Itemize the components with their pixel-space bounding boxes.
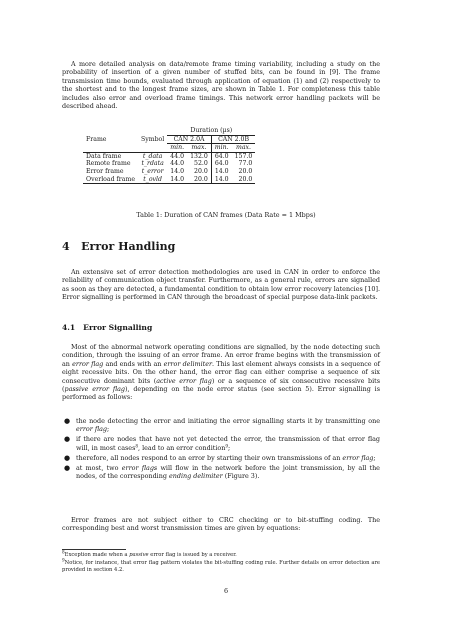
bullet-icon: ● — [64, 453, 71, 462]
row-symbol: t_ovld — [138, 176, 167, 184]
table-row — [83, 152, 255, 160]
sub-max-b: max. — [232, 144, 256, 153]
sub-min-b: min. — [211, 144, 231, 153]
list-item: ● at most, two error flags will flow in the network before the joint transmission, by all the nodes, of the corresponding ending delimiter (Figure 3). — [64, 463, 380, 480]
sub-max-a: max. — [187, 144, 211, 153]
row-b-max: 20.0 — [238, 167, 253, 175]
bullet-icon: ● — [64, 435, 71, 444]
list-item: ● the node detecting the error and initiating the error signalling starts it by transmitting one error flag; — [64, 417, 380, 434]
bullet-icon: ● — [64, 417, 71, 425]
row-a-max: 132.0 — [190, 152, 208, 160]
row-b-min: 14.0 — [211, 176, 231, 184]
bullet-icon: ● — [64, 463, 71, 472]
row-frame: Data frame — [86, 152, 122, 160]
table-row — [83, 176, 255, 184]
row-frame: Remote frame — [86, 160, 131, 168]
row-b-max: 77.0 — [238, 160, 253, 168]
footnote-9: $^9$Notice, for instance, that error flag pattern violates the bit-stuffing coding rule. Further details on error detection are provided in section 4.2. — [62, 557, 380, 573]
list-item: ● therefore, all nodes respond to an error by starting their own transmissions of an error flag; — [64, 453, 376, 462]
row-frame: Overload frame — [83, 176, 138, 184]
error-signalling-paragraph: Most of the abnormal network operating conditions are signalled, by the node detecting such condition, through the issuing of an error frame. An error frame begins with the transmission of an error flag and ends with an error delimiter. This last element always consists in a sequence of eight recessive bits. On the other hand, the error flag can either comprise a sequence of six consecutive dominant bits (active error flag) or a sequence of six consecutive recessive bits (passive error flag), depending on the node error status (see section 5). Error signalling is performed as follows: — [62, 343, 380, 402]
row-symbol: t_data — [142, 152, 163, 160]
row-b-min: 64.0 — [211, 160, 231, 168]
intro-paragraph: A more detailed analysis on data/remote frame timing variability, including a study on the probability of insertion of a given number of stuffed bits, can be found in [9]. The frame transmission time bounds, evaluated through application of equation (1) and (2) respectively to the shortest and to the longest frame sizes, are shown in Table 1. For completeness this table includes also error and overload frame timings. This network error handling packets will be described ahead. — [62, 60, 380, 111]
final-paragraph: Error frames are not subject either to CRC checking or to bit-stuffing coding. The corresponding best and worst transmission times are given by equations: — [62, 516, 380, 533]
group-can20a: CAN 2.0A — [167, 135, 211, 144]
row-symbol: t_error — [141, 167, 164, 175]
row-b-max: 20.0 — [232, 176, 256, 184]
list-item: ● if there are nodes that have not yet detected the error, the transmission of that error flag will, in most cases$^8$, lead to an error condition$^9$; — [64, 435, 380, 452]
section-heading — [62, 240, 175, 253]
duration-header: Duration (µs) — [190, 127, 233, 134]
row-symbol: t_rdata — [141, 160, 164, 168]
sub-min-a: min. — [167, 144, 187, 153]
row-a-min: 14.0 — [170, 167, 185, 175]
row-b-min: 14.0 — [211, 168, 231, 176]
section-paragraph: An extensive set of error detection methodologies are used in CAN in order to enforce the reliability of communication object transfer. Furthermore, as a general rule, errors are signalled as soon as they are detected, a fundamental condition to obtain low error recovery latencies [10]. Error signalling is performed in CAN through the broadcast of special purpose data-link packets. — [62, 268, 380, 302]
duration-table — [83, 127, 255, 184]
row-a-min: 44.0 — [170, 160, 185, 168]
table-caption: Table 1: Duration of CAN frames (Data Rate = 1 Mbps) — [136, 211, 316, 219]
row-a-max: 52.0 — [194, 160, 208, 168]
row-frame: Error frame — [86, 167, 124, 175]
table-row — [83, 160, 255, 168]
group-can20b: CAN 2.0B — [211, 135, 255, 144]
subsection-title: Error Signalling — [83, 323, 153, 332]
row-b-min: 64.0 — [211, 152, 231, 160]
row-b-max: 157.0 — [234, 152, 253, 160]
header-frame: Frame — [86, 135, 107, 143]
subsection-heading — [62, 323, 152, 332]
signalling-steps-list — [64, 417, 380, 482]
row-a-max: 20.0 — [187, 176, 211, 184]
section-title: Error Handling — [81, 240, 176, 253]
footnote-8: $^8$Exception made when a passive error flag is issued by a receiver. — [62, 549, 237, 558]
row-a-min: 14.0 — [167, 176, 187, 184]
footnote-rule — [62, 549, 126, 550]
table-row — [83, 168, 255, 176]
header-symbol: Symbol — [140, 135, 165, 143]
row-a-min: 44.0 — [170, 152, 185, 160]
page-number: 6 — [223, 587, 229, 595]
subsection-number: 4.1 — [62, 323, 76, 332]
section-number: 4 — [62, 240, 70, 253]
row-a-max: 20.0 — [194, 167, 208, 175]
